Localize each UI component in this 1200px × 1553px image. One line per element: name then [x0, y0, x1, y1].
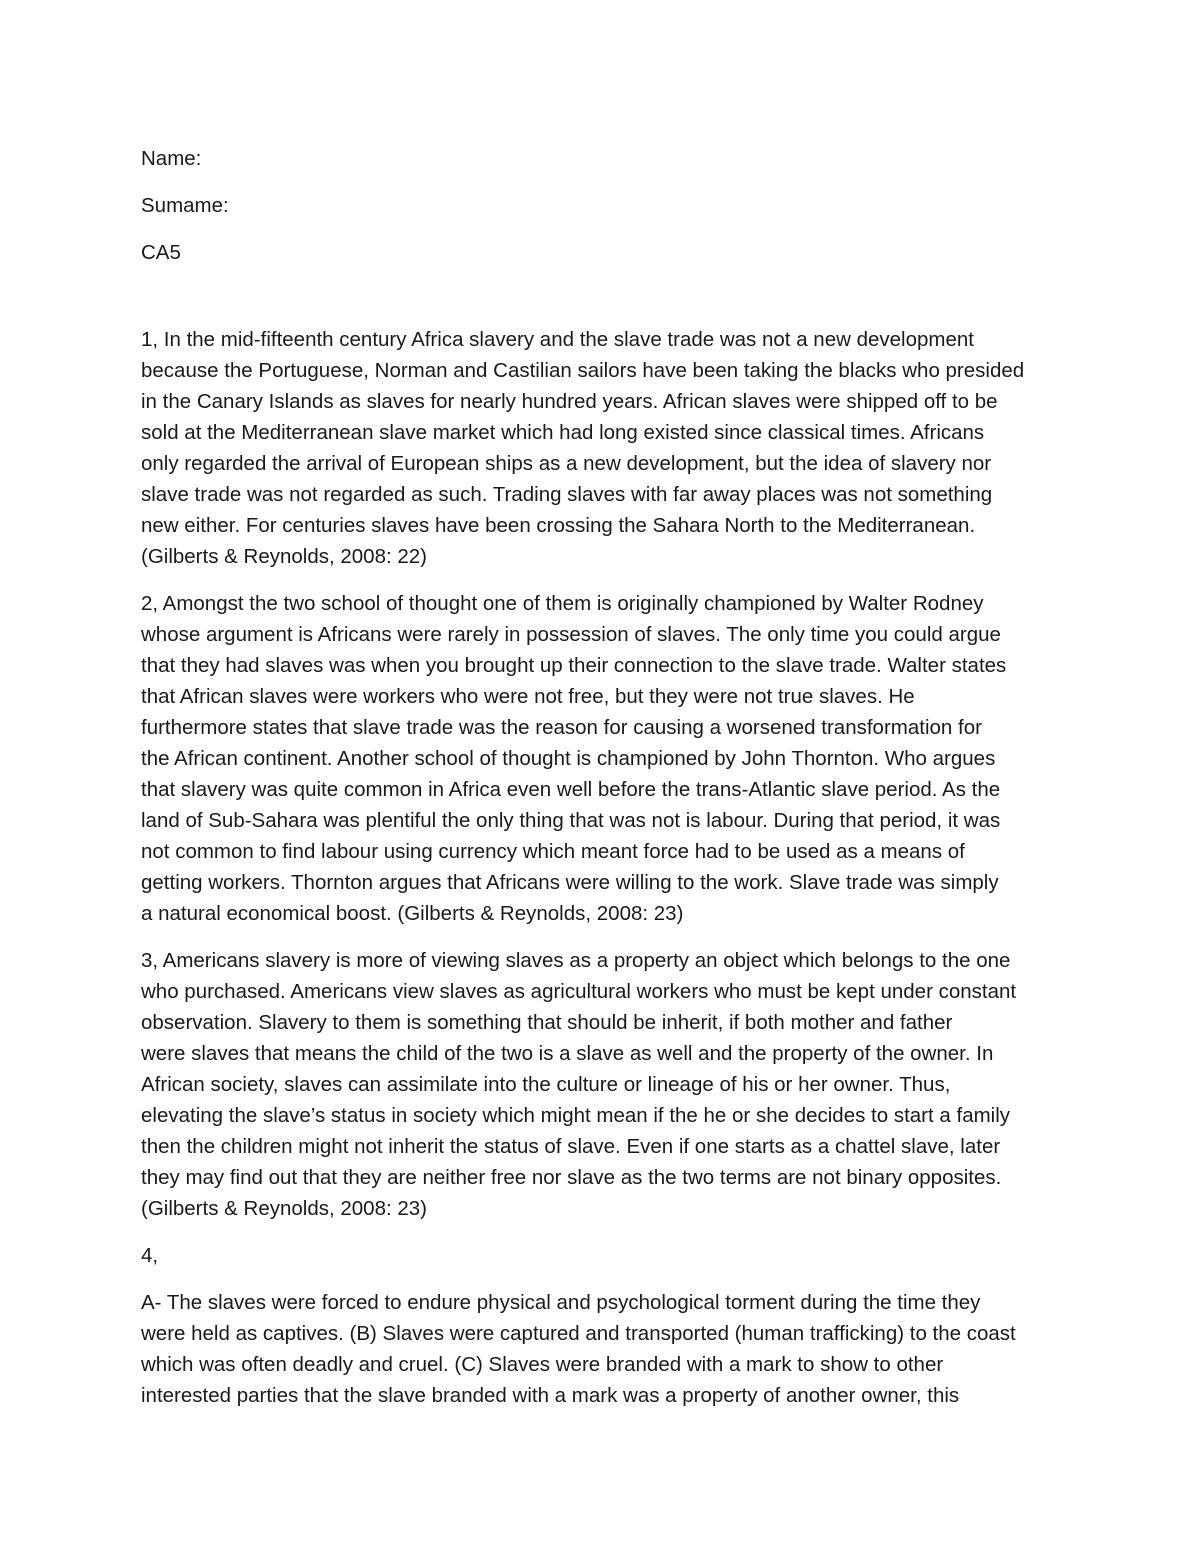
text-line: were slaves that means the child of the two is a slave as well and the property of the owner. In — [141, 1042, 994, 1065]
text-line: 4, — [141, 1244, 159, 1267]
answer-1-paragraph — [141, 324, 1071, 572]
answer-3-paragraph — [141, 945, 1071, 1224]
document-body — [141, 143, 1071, 1427]
text-line: then the children might not inherit the status of slave. Even if one starts as a chattel slave, later — [141, 1135, 1001, 1158]
text-line: sold at the Mediterranean slave market which had long existed since classical times. Africans — [141, 421, 985, 444]
text-line: not common to find labour using currency which meant force had to be used as a means of — [141, 840, 965, 863]
answer-4a-paragraph — [141, 1287, 1071, 1411]
answer-2-paragraph — [141, 588, 1071, 929]
text-line: new either. For centuries slaves have been crossing the Sahara North to the Mediterranean. — [141, 514, 976, 537]
course-code: CA5 — [141, 241, 181, 264]
text-line: 2, Amongst the two school of thought one of them is originally championed by Walter Rodney — [141, 592, 984, 615]
text-line: that they had slaves was when you brought up their connection to the slave trade. Walter states — [141, 654, 1007, 677]
text-line: 1, In the mid-fifteenth century Africa slavery and the slave trade was not a new development — [141, 328, 974, 351]
text-line: African society, slaves can assimilate into the culture or lineage of his or her owner. Thus, — [141, 1073, 951, 1096]
text-line: furthermore states that slave trade was the reason for causing a worsened transformation for — [141, 716, 982, 739]
text-line: were held as captives. (B) Slaves were captured and transported (human trafficking) to the coast — [141, 1322, 1016, 1345]
text-line: land of Sub-Sahara was plentiful the only thing that was not is labour. During that period, it was — [141, 809, 1001, 832]
text-line: observation. Slavery to them is something that should be inherit, if both mother and father — [141, 1011, 953, 1034]
text-line: in the Canary Islands as slaves for nearly hundred years. African slaves were shipped off to be — [141, 390, 998, 413]
spacer — [141, 284, 1071, 324]
text-line: only regarded the arrival of European ships as a new development, but the idea of slavery nor — [141, 452, 992, 475]
citation-line: (Gilberts & Reynolds, 2008: 23) — [141, 1197, 427, 1220]
text-line: slave trade was not regarded as such. Trading slaves with far away places was not something — [141, 483, 993, 506]
text-line: because the Portuguese, Norman and Castilian sailors have been taking the blacks who presided — [141, 359, 1025, 382]
answer-4-number — [141, 1240, 1071, 1271]
text-line: interested parties that the slave branded with a mark was a property of another owner, this — [141, 1384, 960, 1407]
citation-line: (Gilberts & Reynolds, 2008: 22) — [141, 545, 427, 568]
text-line: 3, Americans slavery is more of viewing slaves as a property an object which belongs to the one — [141, 949, 1011, 972]
text-line: who purchased. Americans view slaves as agricultural workers who must be kept under constant — [141, 980, 1017, 1003]
text-line: elevating the slave’s status in society which might mean if the he or she decides to start a family — [141, 1104, 1011, 1127]
text-line: that slavery was quite common in Africa even well before the trans-Atlantic slave period. As the — [141, 778, 1001, 801]
text-line: which was often deadly and cruel. (C) Slaves were branded with a mark to show to other — [141, 1353, 944, 1376]
text-line: that African slaves were workers who were not free, but they were not true slaves. He — [141, 685, 915, 708]
surname-label: Sumame: — [141, 194, 229, 217]
text-line: the African continent. Another school of thought is championed by John Thornton. Who argues — [141, 747, 996, 770]
text-line: A- The slaves were forced to endure physical and psychological torment during the time they — [141, 1291, 981, 1314]
text-line: whose argument is Africans were rarely in possession of slaves. The only time you could argue — [141, 623, 1001, 646]
text-line: a natural economical boost. (Gilberts & Reynolds, 2008: 23) — [141, 902, 684, 925]
text-line: they may find out that they are neither free nor slave as the two terms are not binary opposites. — [141, 1166, 1002, 1189]
name-label: Name: — [141, 147, 202, 170]
text-line: getting workers. Thornton argues that Africans were willing to the work. Slave trade was simply — [141, 871, 999, 894]
